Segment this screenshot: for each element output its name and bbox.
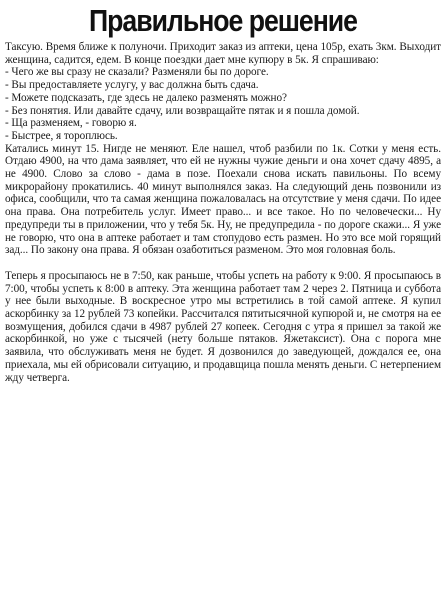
dialogue-line: - Чего же вы сразу не сказали? Разменяли бы по дороге.	[5, 66, 269, 79]
article-body	[5, 41, 441, 384]
dialogue-line: - Вы предоставляете услугу, у вас должна быть сдача.	[5, 79, 259, 92]
dialogue-line: - Ща разменяем, - говорю я.	[5, 117, 137, 130]
paragraph-aftermath: Теперь я просыпаюсь не в 7:50, как раньше, чтобы успеть на работу к 9:00. Я просыпаюсь в 7:00, чтобы успеть к 8:00 в аптеку. Эта женщина работает там 2 через 2. Пятница и суббота у нее были выходные. В воскресное утро мы встретились в той самой аптеке. Я купил аскорбинку за 12 рублей 73 копейки. Рассчитался пятитысячной купюрой и, не смотря на ее возмущения, добился сдачи в 4987 рублей 27 копеек. Сегодня с утра я пришел за такой же аскорбинкой, но уже с тысячей (нету больше пятаков. Яжетаксист). Она с порога мне заявила, что обслуживать меня не будет. Я дозвонился до заведующей, дождался ее, она приехала, мы ей обрисовали ситуацию, и продавщица пошла менять деньги. С нетерпением жду четверга.	[5, 269, 441, 384]
paragraph-intro: Таксую. Время ближе к полуночи. Приходит заказ из аптеки, цена 105р, ехать 3км. Выходит женщина, садится, едем. В конце поездки дает мне купюру в 5к. Я спрашиваю:	[5, 41, 441, 66]
dialogue-line: - Без понятия. Или давайте сдачу, или возвращайте пятак и я пошла домой.	[5, 104, 360, 117]
dialogue-line: - Быстрее, я тороплюсь.	[5, 129, 118, 142]
article-title: Правильное решение	[89, 3, 357, 38]
paragraph-story: Катались минут 15. Нигде не меняют. Еле нашел, чтоб разбили по 1к. Сотки у меня есть. Отдаю 4900, на что дама заявляет, что ей не нужны чужие деньги и она хочет сдачу 4895, а не 4900. Слово за слово - дама в позе. Поехали снова искать павильоны. По всему микрорайону прокатились. 40 минут выполнялся заказ. На следующий день позвонили из офиса, сообщили, что та самая женщина пожаловалась на отсутствие у меня сдачи. По идее она права. Она потребитель услуг. Имеет право... и все такое. Но по человечески... Ну предупреди ты в приложении, что у тебя 5к. Ну, не предупредила - по дороге скажи... Я уже не говорю, что она в аптеке работает и там стопудово есть размен. Но это все мой горящий зад... По закону она права. Я обязан озаботиться разменом. Это моя головная боль.	[5, 142, 441, 257]
paragraph-gap	[5, 257, 441, 270]
dialogue-line: - Можете подсказать, где здесь не далеко разменять можно?	[5, 91, 287, 104]
